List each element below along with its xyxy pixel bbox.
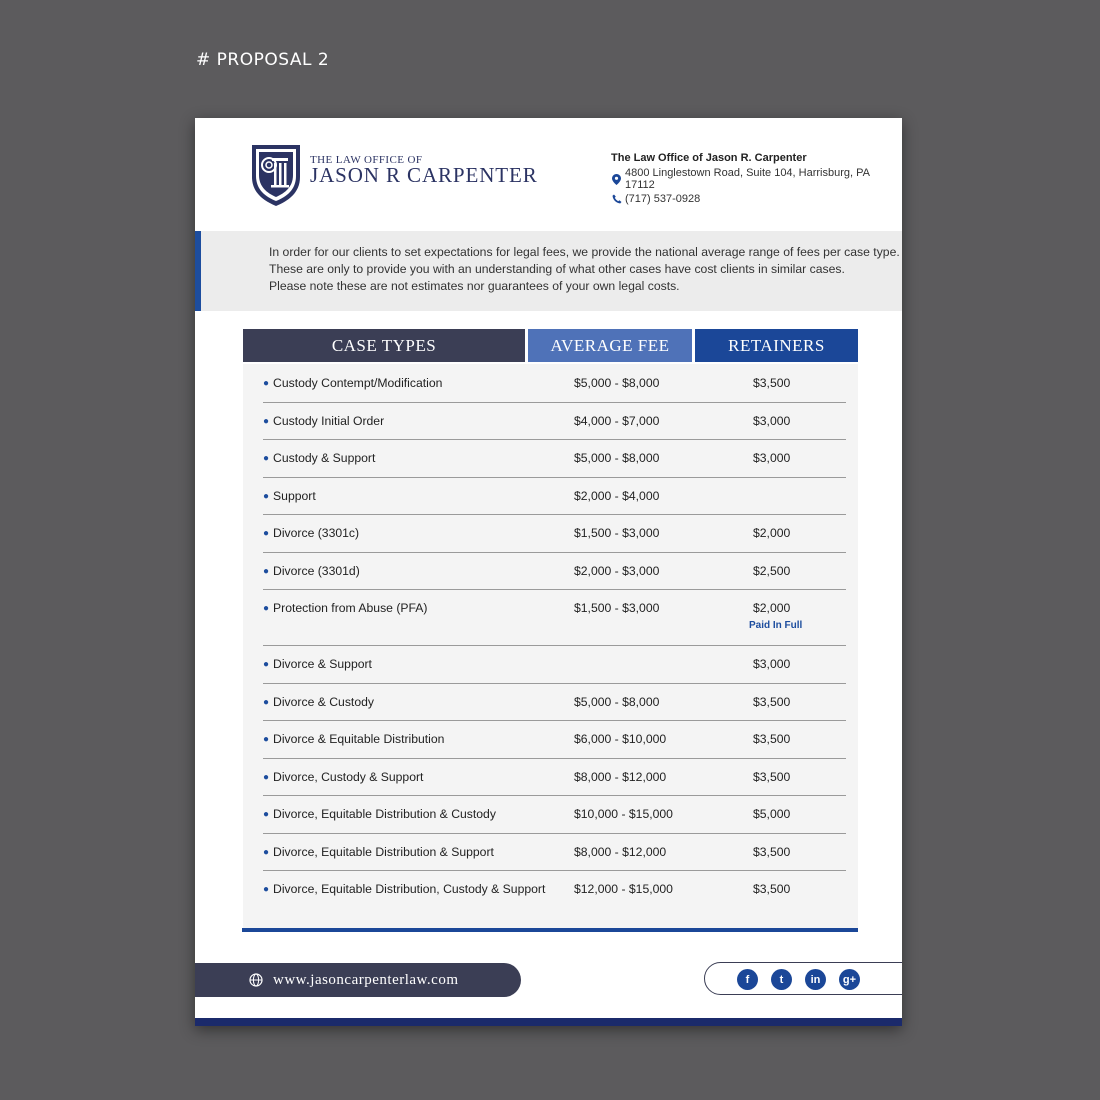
bullet-icon: ●	[263, 846, 270, 858]
header-case-types: CASE TYPES	[243, 329, 525, 362]
intro-text	[269, 244, 900, 295]
case-type-label: Divorce & Support	[273, 657, 372, 671]
bullet-icon: ●	[263, 378, 270, 389]
retainer-cell: $3,500	[753, 882, 791, 896]
bullet-icon: ●	[263, 696, 270, 708]
case-type-cell	[263, 601, 427, 615]
logo-subtitle: THE LAW OFFICE OF	[310, 154, 423, 166]
average-fee-cell: $5,000 - $8,000	[574, 694, 660, 709]
contact-block	[611, 152, 902, 205]
table-row	[263, 645, 846, 684]
retainer-cell: $3,500	[753, 376, 791, 390]
table-row	[263, 439, 846, 478]
average-fee-cell: $6,000 - $10,000	[574, 732, 667, 746]
table-row	[263, 870, 846, 908]
bullet-icon: ●	[263, 809, 270, 820]
average-fee-cell: $8,000 - $12,000	[574, 769, 667, 784]
bullet-icon: ●	[263, 734, 270, 745]
case-type-cell	[263, 770, 423, 784]
phone-icon	[611, 193, 623, 205]
retainer-cell: $3,000	[753, 413, 791, 428]
intro-line-2: These are only to provide you with an understanding of what other cases have cost clients in similar cases.	[269, 262, 845, 276]
bullet-icon: ●	[263, 415, 270, 427]
case-type-label: Divorce, Equitable Distribution, Custody & Support	[273, 882, 546, 896]
table-row	[263, 514, 846, 553]
retainer-cell: $3,500	[753, 844, 791, 859]
average-fee-cell: $5,000 - $8,000	[574, 451, 660, 465]
website-link[interactable]: www.jasoncarpenterlaw.com	[273, 971, 459, 988]
bullet-icon: ●	[263, 884, 270, 895]
average-fee-cell: $1,500 - $3,000	[574, 526, 660, 540]
bullet-icon: ●	[263, 659, 270, 670]
case-type-cell	[263, 732, 444, 746]
case-type-cell	[263, 489, 316, 503]
case-type-label: Custody Initial Order	[273, 413, 385, 428]
twitter-icon[interactable]: t	[771, 969, 792, 990]
table-row	[263, 758, 846, 797]
case-type-cell	[263, 845, 494, 859]
case-type-cell	[263, 695, 374, 709]
average-fee-cell: $10,000 - $15,000	[574, 807, 673, 821]
fee-schedule-page	[195, 118, 902, 1026]
contact-phone: (717) 537-0928	[625, 193, 701, 205]
bullet-icon: ●	[263, 528, 270, 539]
table-bottom-rule	[242, 928, 858, 932]
case-type-label: Divorce, Equitable Distribution & Custody	[273, 807, 496, 821]
table-row	[263, 683, 846, 722]
case-type-label: Divorce (3301d)	[273, 563, 360, 578]
case-type-label: Divorce, Custody & Support	[273, 769, 424, 784]
table-row	[263, 402, 846, 441]
globe-icon	[249, 973, 263, 987]
intro-line-1: In order for our clients to set expectations for legal fees, we provide the national average range of fees per case type.	[269, 245, 900, 259]
average-fee-cell: $1,500 - $3,000	[574, 601, 660, 615]
header-retainers: RETAINERS	[695, 329, 858, 362]
case-type-label: Divorce, Equitable Distribution & Support	[273, 844, 494, 859]
retainer-cell: $3,500	[753, 769, 791, 784]
case-type-label: Support	[273, 488, 316, 503]
logo-title: JASON R CARPENTER	[310, 163, 538, 187]
bullet-icon: ●	[263, 490, 270, 502]
table-row	[263, 589, 846, 646]
case-type-cell	[263, 807, 496, 821]
bottom-bar	[195, 1018, 902, 1026]
retainer-cell: $3,500	[753, 732, 791, 746]
case-type-cell	[263, 414, 384, 428]
retainer-note: Paid In Full	[749, 620, 803, 631]
table-row	[263, 477, 846, 516]
table-row	[263, 364, 846, 403]
average-fee-cell: $8,000 - $12,000	[574, 844, 667, 859]
contact-address: 4800 Linglestown Road, Suite 104, Harrisburg, PA 17112	[624, 167, 870, 191]
bullet-icon: ●	[263, 771, 270, 783]
linkedin-icon[interactable]: in	[805, 969, 826, 990]
case-type-cell	[263, 451, 375, 465]
case-type-label: Divorce & Equitable Distribution	[273, 732, 445, 746]
social-links-pill	[704, 962, 902, 995]
case-type-cell	[263, 657, 372, 671]
website-pill[interactable]	[195, 963, 521, 997]
firm-logo	[250, 143, 538, 209]
bullet-icon: ●	[263, 603, 270, 614]
average-fee-cell: $2,000 - $3,000	[574, 563, 660, 578]
retainer-cell: $2,000	[753, 526, 791, 540]
retainer-cell: $2,000	[753, 601, 791, 615]
contact-phone-row	[611, 193, 902, 205]
case-type-label: Protection from Abuse (PFA)	[273, 601, 428, 615]
average-fee-cell: $5,000 - $8,000	[574, 376, 660, 390]
case-type-cell	[263, 376, 442, 390]
table-row	[263, 795, 846, 834]
bullet-icon: ●	[263, 453, 270, 464]
average-fee-cell: $4,000 - $7,000	[574, 413, 660, 428]
average-fee-cell: $2,000 - $4,000	[574, 488, 660, 503]
retainer-cell: $3,000	[753, 451, 791, 465]
proposal-label: # PROPOSAL 2	[196, 50, 330, 70]
table-row	[263, 833, 846, 872]
intro-line-3: Please note these are not estimates nor guarantees of your own legal costs.	[269, 279, 680, 293]
case-type-cell	[263, 526, 359, 540]
retainer-cell: $3,500	[753, 694, 791, 709]
contact-firm-name: The Law Office of Jason R. Carpenter	[611, 152, 807, 164]
header-average-fee: AVERAGE FEE	[528, 329, 692, 362]
google-plus-icon[interactable]: g+	[839, 969, 860, 990]
average-fee-cell: $12,000 - $15,000	[574, 882, 673, 896]
case-type-label: Divorce & Custody	[273, 694, 374, 709]
retainer-cell: $5,000	[753, 807, 791, 821]
facebook-icon[interactable]: f	[737, 969, 758, 990]
map-pin-icon	[611, 173, 623, 185]
shield-pillar-icon	[250, 143, 302, 207]
case-type-label: Custody Contempt/Modification	[273, 376, 443, 390]
fee-table-body	[243, 364, 858, 930]
case-type-label: Custody & Support	[273, 451, 376, 465]
table-row	[263, 720, 846, 759]
contact-address-row	[611, 167, 902, 191]
case-type-cell	[263, 564, 360, 578]
retainer-cell: $3,000	[753, 657, 791, 671]
case-type-label: Divorce (3301c)	[273, 526, 360, 540]
retainer-cell: $2,500	[753, 563, 791, 578]
case-type-cell	[263, 882, 545, 896]
table-row	[263, 552, 846, 591]
intro-band	[195, 231, 902, 311]
bullet-icon: ●	[263, 565, 270, 577]
